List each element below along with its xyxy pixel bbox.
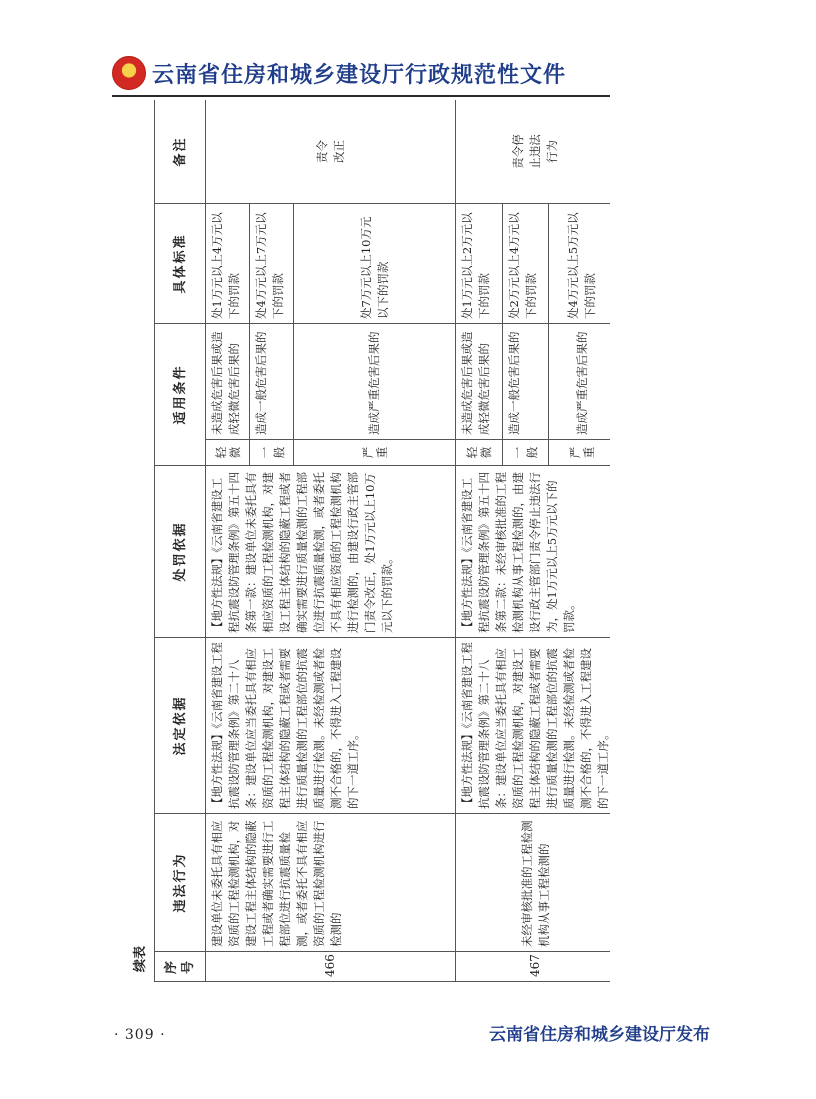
header-seq: 序号	[155, 952, 206, 982]
condition-text: 未造成危害后果或造成轻微危害后果的	[456, 323, 503, 439]
level-label: 一般	[250, 440, 294, 466]
penalty-standards-table	[154, 100, 610, 982]
standard-text: 处1万元以上2万元以下的罚款	[456, 203, 503, 323]
row-legal-basis: 【地方性法规】《云南省建设工程抗震设防管理条例》第二十八条：建设单位应当委托具有相应资质的工程检测机构，对建设工程主体结构的隐蔽工程或者需要进行质量检测的工程部位的抗震质量进行检测。未经检测或者检测不合格的，不得进入工程建设的下一道工序。	[206, 638, 456, 814]
table-row	[206, 100, 250, 982]
table-row	[456, 100, 503, 982]
level-label: 轻微	[456, 440, 503, 466]
row-remark: 责令改正	[206, 100, 456, 203]
continued-label: 续表	[133, 945, 148, 972]
header-legal-basis: 法定依据	[155, 638, 206, 814]
condition-text: 造成严重危害后果的	[294, 323, 456, 439]
row-legal-basis: 【地方性法规】《云南省建设工程抗震设防管理条例》第二十八条：建设单位应当委托具有相应资质的工程检测机构，对建设工程主体结构的隐蔽工程或者需要进行质量检测的工程部位的抗震质量进行检测。未经检测或者检测不合格的，不得进入工程建设的下一道工序。	[456, 638, 611, 814]
rotated-table-area	[130, 100, 610, 982]
table-header-row	[155, 100, 206, 982]
header-conditions: 适用条件	[155, 323, 206, 465]
condition-text: 未造成危害后果或造成轻微危害后果的	[206, 323, 250, 439]
national-emblem-icon: ★	[112, 56, 146, 90]
standard-text: 处7万元以上10万元以下的罚款	[294, 203, 456, 323]
row-penalty-basis: 【地方性法规】《云南省建设工程抗震设防管理条例》第五十四条第一款：建设单位未委托具有相应资质的工程检测机构，对建设工程主体结构的隐蔽工程或者确实需要进行质量检测的工程部位进行抗震质量检测，或者委托不具有相应资质的工程检测机构进行检测的，由建设行政主管部门责令改正，处1万元以上10万元以下的罚款。	[206, 466, 456, 638]
page-number: · 309 ·	[114, 1027, 166, 1043]
standard-text: 处4万元以上7万元以下的罚款	[250, 203, 294, 323]
row-violation: 未经审核批准的工程检测机构从事工程检测的	[456, 814, 611, 952]
level-label: 严重	[294, 440, 456, 466]
header-remark: 备注	[155, 100, 206, 203]
row-remark: 责令停止违法行为	[456, 100, 611, 203]
level-label: 严重	[549, 440, 610, 466]
condition-text: 造成严重危害后果的	[549, 323, 610, 439]
row-penalty-basis: 【地方性法规】《云南省建设工程抗震设防管理条例》第五十四条第二款：未经审核批准的工程检测机构从事工程检测的，由建设行政主管部门责令停止违法行为，处1万元以上5万元以下的罚款。	[456, 466, 611, 638]
level-label: 一般	[502, 440, 549, 466]
row-violation: 建设单位未委托具有相应资质的工程检测机构，对建设工程主体结构的隐蔽工程或者确实需要进行工程部位进行抗震质量检测，或者委托不具有相应资质的工程检测机构进行检测的	[206, 814, 456, 952]
header-divider	[112, 95, 610, 97]
page-header	[112, 52, 712, 98]
row-seq: 467	[456, 952, 611, 982]
standard-text: 处1万元以上4万元以下的罚款	[206, 203, 250, 323]
document-series-title: 云南省住房和城乡建设厅行政规范性文件	[152, 63, 567, 88]
standard-text: 处2万元以上4万元以下的罚款	[502, 203, 549, 323]
table-canvas	[130, 100, 610, 982]
standard-text: 处4万元以上5万元以下的罚款	[549, 203, 610, 323]
header-violation: 违法行为	[155, 814, 206, 952]
condition-text: 造成一般危害后果的	[250, 323, 294, 439]
row-seq: 466	[206, 952, 456, 982]
publisher-footer: 云南省住房和城乡建设厅发布	[489, 1025, 710, 1045]
level-label: 轻微	[206, 440, 250, 466]
header-penalty-basis: 处罚依据	[155, 466, 206, 638]
condition-text: 造成一般危害后果的	[502, 323, 549, 439]
header-standard: 具体标准	[155, 203, 206, 323]
